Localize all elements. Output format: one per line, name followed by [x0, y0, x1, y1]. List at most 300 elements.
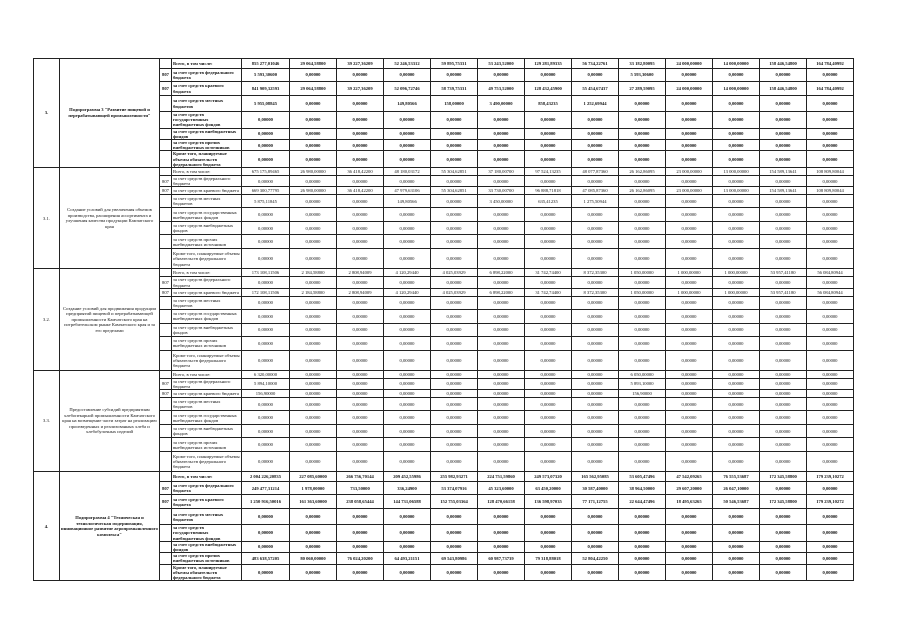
funding-source-label: за счет средств государственных внебюджетных фондов	[172, 208, 242, 222]
amount-cell: 0,00000	[807, 249, 854, 269]
amount-cell: 0,00000	[290, 398, 337, 411]
amount-cell: 26 162,86095	[619, 187, 666, 195]
amount-cell: 53 243,52000	[478, 59, 525, 69]
budget-code	[160, 398, 172, 411]
amount-cell: 0,00000	[431, 296, 478, 309]
amount-cell: 173 108,11506	[242, 269, 290, 277]
amount-cell: 0,00000	[242, 176, 290, 187]
amount-cell: 0,00000	[478, 140, 525, 151]
amount-cell: 0,00000	[760, 378, 807, 389]
amount-cell: 0,00000	[807, 411, 854, 425]
amount-cell: 0,00000	[431, 176, 478, 187]
amount-cell: 0,00000	[478, 370, 525, 378]
budget-code: 807	[160, 482, 172, 495]
amount-cell: 39 227,36209	[337, 59, 384, 69]
amount-cell: 0,00000	[666, 541, 713, 552]
amount-cell: 0,00000	[242, 336, 290, 350]
amount-cell: 209 452,55986	[384, 472, 431, 482]
budget-code	[160, 564, 172, 581]
amount-cell: 36 418,42200	[337, 168, 384, 176]
amount-cell: 0,00000	[242, 140, 290, 151]
amount-cell: 0,00000	[478, 564, 525, 581]
amount-cell: 59 895,75331	[431, 59, 478, 69]
amount-cell: 48 077,87360	[572, 168, 619, 176]
amount-cell: 0,00000	[760, 176, 807, 187]
budget-code	[160, 525, 172, 542]
funding-source-label: Всего, в том числе:	[172, 59, 242, 69]
amount-cell: 0,00000	[525, 525, 572, 542]
funding-source-label: за счет средств федерального бюджета	[172, 378, 242, 389]
amount-cell: 0,00000	[290, 208, 337, 222]
amount-cell: 224 751,59860	[478, 472, 525, 482]
funding-source-label: за счет средств внебюджетных фондов	[172, 541, 242, 552]
amount-cell: 2 808,94009	[337, 288, 384, 296]
amount-cell: 0,00000	[525, 309, 572, 323]
funding-source-label: за счет средств государственных внебюджетных фондов	[172, 112, 242, 129]
amount-cell: 0,00000	[525, 398, 572, 411]
amount-cell: 60 987,73739	[478, 553, 525, 564]
amount-cell: 675 175,89465	[242, 168, 290, 176]
amount-cell: 0,00000	[337, 151, 384, 168]
amount-cell: 0,00000	[619, 249, 666, 269]
funding-source-label: Кроме того, планируемые объемы обязательств федерального бюджета	[172, 151, 242, 168]
amount-cell: 0,00000	[760, 195, 807, 208]
funding-source-label: за счет средств внебюджетных фондов	[172, 128, 242, 139]
funding-source-label: Всего, в том числе:	[172, 370, 242, 378]
funding-source-label: за счет средств местных бюджетов	[172, 195, 242, 208]
amount-cell: 0,00000	[713, 452, 760, 472]
amount-cell: 0,00000	[713, 541, 760, 552]
amount-cell: 0,00000	[619, 398, 666, 411]
amount-cell: 0,00000	[572, 452, 619, 472]
amount-cell: 0,00000	[290, 525, 337, 542]
row-number: 4.	[34, 472, 60, 581]
amount-cell: 0,00000	[242, 296, 290, 309]
amount-cell: 0,00000	[713, 151, 760, 168]
table-row	[34, 269, 854, 277]
amount-cell: 0,00000	[572, 249, 619, 269]
amount-cell: 0,00000	[337, 195, 384, 208]
funding-source-label: за счет средств федерального бюджета	[172, 69, 242, 82]
funding-source-label: за счет средств федерального бюджета	[172, 176, 242, 187]
funding-source-label: за счет средств местных бюджетов	[172, 96, 242, 112]
amount-cell: 0,00000	[478, 128, 525, 139]
amount-cell: 24 000,00000	[666, 59, 713, 69]
funding-source-label: за счет средств прочих внебюджетных источников	[172, 235, 242, 249]
amount-cell: 0,00000	[666, 411, 713, 425]
amount-cell: 0,00000	[666, 525, 713, 542]
amount-cell: 13 000,00000	[713, 168, 760, 176]
amount-cell: 0,00000	[384, 176, 431, 187]
amount-cell: 0,00000	[619, 509, 666, 525]
funding-source-label: за счет средств прочих внебюджетных источников	[172, 438, 242, 452]
amount-cell: 0,00000	[713, 249, 760, 269]
budget-code: 807	[160, 277, 172, 288]
amount-cell: 0,00000	[384, 509, 431, 525]
amount-cell: 6 320,00000	[242, 370, 290, 378]
amount-cell: 2 184,58800	[290, 288, 337, 296]
amount-cell: 0,00000	[525, 208, 572, 222]
amount-cell: 0,00000	[525, 249, 572, 269]
amount-cell: 0,00000	[572, 176, 619, 187]
funding-source-label: Кроме того, планируемые объемы обязательств федерального бюджета	[172, 249, 242, 269]
amount-cell: 0,00000	[525, 151, 572, 168]
amount-cell: 0,00000	[431, 69, 478, 82]
amount-cell: 0,00000	[384, 222, 431, 235]
amount-cell: 0,00000	[431, 128, 478, 139]
amount-cell: 0,00000	[384, 249, 431, 269]
funding-source-label: за счет средств прочих внебюджетных источников	[172, 336, 242, 350]
amount-cell: 0,00000	[525, 222, 572, 235]
amount-cell: 0,00000	[760, 222, 807, 235]
amount-cell: 0,00000	[807, 140, 854, 151]
amount-cell: 0,00000	[290, 222, 337, 235]
amount-cell: 0,00000	[807, 452, 854, 472]
amount-cell: 0,00000	[807, 425, 854, 438]
amount-cell: 0,00000	[713, 398, 760, 411]
amount-cell: 0,00000	[384, 208, 431, 222]
amount-cell: 0,00000	[760, 208, 807, 222]
amount-cell: 6 898,22000	[478, 269, 525, 277]
amount-cell: 0,00000	[666, 336, 713, 350]
amount-cell: 0,00000	[572, 525, 619, 542]
budget-code	[160, 235, 172, 249]
amount-cell: 0,00000	[525, 350, 572, 370]
amount-cell: 266 756,70144	[337, 472, 384, 482]
amount-cell: 45 323,60000	[478, 482, 525, 495]
amount-cell: 0,00000	[619, 96, 666, 112]
amount-cell: 0,00000	[807, 390, 854, 398]
amount-cell: 0,00000	[807, 277, 854, 288]
amount-cell: 0,00000	[619, 151, 666, 168]
amount-cell: 0,00000	[713, 208, 760, 222]
budget-code: 807	[160, 495, 172, 509]
amount-cell: 0,00000	[666, 140, 713, 151]
amount-cell: 0,00000	[242, 222, 290, 235]
amount-cell: 79 318,88018	[525, 553, 572, 564]
amount-cell: 0,00000	[713, 336, 760, 350]
amount-cell: 0,00000	[525, 564, 572, 581]
amount-cell: 0,00000	[478, 176, 525, 187]
amount-cell: 56 084,80944	[807, 269, 854, 277]
amount-cell: 5 875,11845	[242, 195, 290, 208]
amount-cell: 0,00000	[713, 323, 760, 336]
amount-cell: 80 060,00000	[290, 553, 337, 564]
amount-cell: 0,00000	[525, 438, 572, 452]
amount-cell: 158 446,54800	[760, 82, 807, 96]
amount-cell: 0,00000	[525, 411, 572, 425]
amount-cell: 0,00000	[619, 350, 666, 370]
amount-cell: 0,00000	[807, 553, 854, 564]
amount-cell: 0,00000	[478, 208, 525, 222]
budget-code	[160, 296, 172, 309]
amount-cell: 0,00000	[242, 350, 290, 370]
amount-cell: 2 004 226,20835	[242, 472, 290, 482]
amount-cell: 0,00000	[760, 277, 807, 288]
table-row	[34, 168, 854, 176]
amount-cell: 0,00000	[242, 323, 290, 336]
amount-cell: 0,00000	[384, 151, 431, 168]
budget-code	[160, 59, 172, 69]
amount-cell: 154 589,13641	[760, 168, 807, 176]
amount-cell: 0,00000	[431, 398, 478, 411]
amount-cell: 0,00000	[666, 370, 713, 378]
amount-cell: 0,00000	[242, 509, 290, 525]
amount-cell: 76 024,20200	[337, 553, 384, 564]
amount-cell: 0,00000	[760, 140, 807, 151]
amount-cell: 0,00000	[572, 128, 619, 139]
table-row	[34, 472, 854, 482]
amount-cell: 0,00000	[242, 525, 290, 542]
amount-cell: 0,00000	[572, 222, 619, 235]
amount-cell: 0,00000	[760, 411, 807, 425]
amount-cell: 53 374,07916	[431, 482, 478, 495]
funding-source-label: за счет средств государственных внебюджетных фондов	[172, 525, 242, 542]
amount-cell: 0,00000	[713, 553, 760, 564]
amount-cell: 149,80566	[384, 96, 431, 112]
amount-cell: 0,00000	[431, 350, 478, 370]
amount-cell: 18 495,63265	[666, 495, 713, 509]
amount-cell: 13 000,00000	[713, 187, 760, 195]
amount-cell: 4 120,29440	[384, 269, 431, 277]
amount-cell: 0,00000	[713, 140, 760, 151]
funding-source-label: за счет средств краевого бюджета	[172, 288, 242, 296]
amount-cell: 52 246,53312	[384, 59, 431, 69]
funding-source-label: за счет средств краевого бюджета	[172, 82, 242, 96]
amount-cell: 0,00000	[290, 541, 337, 552]
amount-cell: 33 182,80095	[619, 59, 666, 69]
budget-code: 807	[160, 288, 172, 296]
amount-cell: 0,00000	[431, 112, 478, 129]
amount-cell: 0,00000	[713, 438, 760, 452]
amount-cell: 0,00000	[572, 541, 619, 552]
amount-cell: 0,00000	[572, 336, 619, 350]
budget-code: 807	[160, 187, 172, 195]
budget-code: 807	[160, 378, 172, 389]
amount-cell: 0,00000	[337, 509, 384, 525]
amount-cell: 0,00000	[384, 350, 431, 370]
amount-cell: 0,00000	[478, 277, 525, 288]
amount-cell: 0,00000	[760, 452, 807, 472]
amount-cell: 22 644,47496	[619, 495, 666, 509]
amount-cell: 4 025,03929	[431, 269, 478, 277]
budget-code	[160, 336, 172, 350]
amount-cell: 0,00000	[337, 350, 384, 370]
amount-cell: 0,00000	[431, 425, 478, 438]
amount-cell: 0,00000	[619, 323, 666, 336]
amount-cell: 0,00000	[572, 411, 619, 425]
amount-cell: 77 171,12755	[572, 495, 619, 509]
amount-cell: 0,00000	[337, 323, 384, 336]
funding-source-label: Всего, в том числе:	[172, 269, 242, 277]
amount-cell: 0,00000	[666, 277, 713, 288]
budget-code	[160, 472, 172, 482]
amount-cell: 0,00000	[290, 390, 337, 398]
amount-cell: 0,00000	[760, 509, 807, 525]
amount-cell: 0,00000	[384, 296, 431, 309]
amount-cell: 0,00000	[384, 378, 431, 389]
amount-cell: 0,00000	[290, 438, 337, 452]
program-title: Создание условий для продвижения продукции предприятий пищевой и перерабатывающей промышленности Камчатского края на потребительском рынке Камчатского края и за его пределами	[60, 269, 160, 370]
amount-cell: 0,00000	[619, 452, 666, 472]
row-number: 3.2.	[34, 269, 60, 370]
amount-cell: 0,00000	[337, 235, 384, 249]
amount-cell: 33 730,00700	[478, 187, 525, 195]
amount-cell: 53 957,41180	[760, 269, 807, 277]
amount-cell: 0,00000	[290, 235, 337, 249]
amount-cell: 0,00000	[478, 425, 525, 438]
budget-code	[160, 96, 172, 112]
amount-cell: 14 000,00000	[713, 59, 760, 69]
amount-cell: 0,00000	[242, 452, 290, 472]
amount-cell: 0,00000	[431, 235, 478, 249]
amount-cell: 0,00000	[619, 525, 666, 542]
amount-cell: 0,00000	[337, 128, 384, 139]
funding-source-label: за счет средств прочих внебюджетных источников	[172, 553, 242, 564]
amount-cell: 0,00000	[807, 296, 854, 309]
amount-cell: 26 980,00000	[290, 187, 337, 195]
amount-cell: 0,00000	[478, 235, 525, 249]
amount-cell: 49 753,52000	[478, 82, 525, 96]
amount-cell: 0,00000	[807, 235, 854, 249]
amount-cell: 4 120,29440	[384, 288, 431, 296]
amount-cell: 0,00000	[760, 128, 807, 139]
amount-cell: 39 227,36209	[337, 82, 384, 96]
amount-cell: 38 964,50000	[619, 482, 666, 495]
amount-cell: 669 300,77795	[242, 187, 290, 195]
amount-cell: 0,00000	[384, 425, 431, 438]
amount-cell: 0,00000	[384, 69, 431, 82]
funding-source-label: Всего, в том числе:	[172, 472, 242, 482]
amount-cell: 0,00000	[337, 411, 384, 425]
amount-cell: 0,00000	[242, 249, 290, 269]
amount-cell: 14 000,00000	[713, 82, 760, 96]
amount-cell: 0,00000	[572, 509, 619, 525]
amount-cell: 0,00000	[619, 112, 666, 129]
amount-cell: 0,00000	[807, 398, 854, 411]
amount-cell: 179 239,10272	[807, 495, 854, 509]
budget-code	[160, 411, 172, 425]
amount-cell: 0,00000	[384, 336, 431, 350]
amount-cell: 27 289,59095	[619, 82, 666, 96]
amount-cell: 0,00000	[807, 96, 854, 112]
amount-cell: 733,50000	[337, 482, 384, 495]
amount-cell: 26 162,86095	[619, 168, 666, 176]
amount-cell: 0,00000	[572, 378, 619, 389]
amount-cell: 0,00000	[384, 140, 431, 151]
amount-cell: 0,00000	[290, 370, 337, 378]
amount-cell: 0,00000	[525, 235, 572, 249]
funding-source-label: за счет средств местных бюджетов	[172, 509, 242, 525]
amount-cell: 6 050,00000	[619, 370, 666, 378]
amount-cell: 29 607,20000	[666, 482, 713, 495]
amount-cell: 0,00000	[760, 249, 807, 269]
amount-cell: 0,00000	[337, 296, 384, 309]
budget-code	[160, 309, 172, 323]
amount-cell: 52 804,42250	[572, 553, 619, 564]
amount-cell: 0,00000	[713, 378, 760, 389]
amount-cell: 0,00000	[290, 378, 337, 389]
amount-cell: 249 477,31214	[242, 482, 290, 495]
amount-cell: 0,00000	[666, 176, 713, 187]
amount-cell: 0,00000	[337, 309, 384, 323]
budget-code: 807	[160, 390, 172, 398]
funding-source-label: за счет средств внебюджетных фондов	[172, 323, 242, 336]
amount-cell: 0,00000	[807, 128, 854, 139]
funding-source-label: Кроме того, планируемые объемы обязательств федерального бюджета	[172, 350, 242, 370]
amount-cell: 172 108,11506	[242, 288, 290, 296]
amount-cell: 0,00000	[478, 452, 525, 472]
budget-code	[160, 541, 172, 552]
amount-cell: 3 450,00000	[478, 195, 525, 208]
amount-cell: 858,43235	[525, 96, 572, 112]
amount-cell: 156,90000	[242, 390, 290, 398]
amount-cell: 31 742,74400	[525, 288, 572, 296]
amount-cell: 165 562,95085	[572, 472, 619, 482]
amount-cell: 5 894,10000	[242, 378, 290, 389]
amount-cell: 0,00000	[807, 309, 854, 323]
amount-cell: 0,00000	[242, 564, 290, 581]
amount-cell: 0,00000	[431, 370, 478, 378]
amount-cell: 55 454,67437	[572, 82, 619, 96]
amount-cell: 0,00000	[619, 564, 666, 581]
amount-cell: 0,00000	[290, 112, 337, 129]
budget-code	[160, 168, 172, 176]
amount-cell: 0,00000	[760, 350, 807, 370]
amount-cell: 0,00000	[478, 390, 525, 398]
amount-cell: 0,00000	[431, 378, 478, 389]
amount-cell: 0,00000	[290, 350, 337, 370]
amount-cell: 0,00000	[242, 425, 290, 438]
amount-cell: 0,00000	[337, 208, 384, 222]
amount-cell: 63 450,20000	[525, 482, 572, 495]
amount-cell: 0,00000	[760, 390, 807, 398]
amount-cell: 0,00000	[384, 390, 431, 398]
budget-code	[160, 112, 172, 129]
amount-cell: 128 470,66158	[478, 495, 525, 509]
amount-cell: 0,00000	[713, 309, 760, 323]
amount-cell: 0,00000	[337, 370, 384, 378]
amount-cell: 0,00000	[337, 564, 384, 581]
amount-cell: 0,00000	[666, 350, 713, 370]
amount-cell: 164 784,40992	[807, 59, 854, 69]
amount-cell: 0,00000	[384, 564, 431, 581]
amount-cell: 0,00000	[713, 411, 760, 425]
amount-cell: 8 372,35300	[572, 269, 619, 277]
budget-code	[160, 208, 172, 222]
amount-cell: 0,00000	[619, 425, 666, 438]
amount-cell: 0,00000	[572, 69, 619, 82]
amount-cell: 0,00000	[431, 151, 478, 168]
amount-cell: 0,00000	[619, 411, 666, 425]
amount-cell: 48 180,03172	[384, 168, 431, 176]
amount-cell: 0,00000	[713, 235, 760, 249]
budget-code	[160, 323, 172, 336]
amount-cell: 0,00000	[572, 208, 619, 222]
amount-cell: 0,00000	[525, 277, 572, 288]
amount-cell: 0,00000	[290, 195, 337, 208]
amount-cell: 136 598,97035	[525, 495, 572, 509]
amount-cell: 158,00000	[431, 96, 478, 112]
funding-source-label: за счет средств государственных внебюджетных фондов	[172, 309, 242, 323]
amount-cell: 0,00000	[337, 525, 384, 542]
amount-cell: 0,00000	[337, 277, 384, 288]
amount-cell: 0,00000	[713, 350, 760, 370]
amount-cell: 179 239,10272	[807, 472, 854, 482]
amount-cell: 2 808,94009	[337, 269, 384, 277]
amount-cell: 6 898,22000	[478, 288, 525, 296]
amount-cell: 0,00000	[713, 525, 760, 542]
